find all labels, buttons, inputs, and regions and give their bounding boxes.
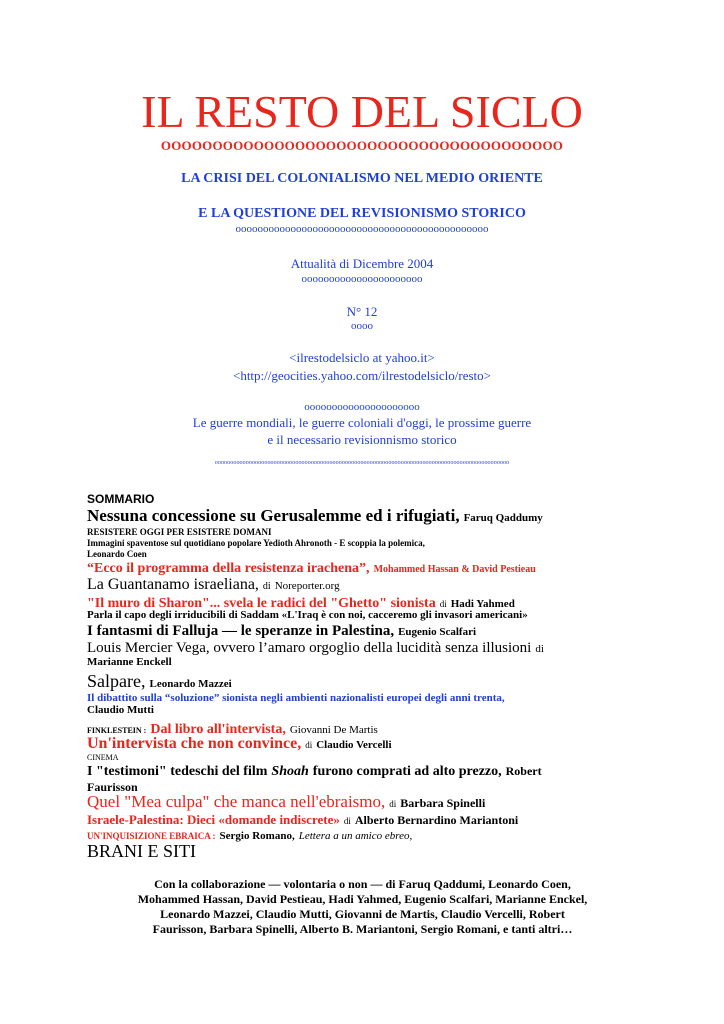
decorative-o-line-5: ooooooooooooooooooooooooooooooooooooooooooooooooooooooooooooooooooooooooooooooooooooooooooooooo [214, 460, 510, 466]
motto-line-2: e il necessario revisionnismo storico [267, 432, 457, 447]
toc-entry-3[interactable] [87, 559, 627, 577]
toc-entry-9[interactable] [87, 671, 627, 692]
toc-title: "Il muro di Sharon"... svela le radici del "Ghetto" sionista [87, 596, 436, 611]
toc-title: Un'intervista che non convince, [87, 735, 302, 752]
toc-author: Claudio Vercelli [316, 739, 392, 751]
toc-kicker: RESISTERE OGGI PER ESISTERE DOMANI [87, 527, 272, 537]
website-link[interactable]: <http://geocities.yahoo.com/ilrestodelsiclo/resto> [232, 368, 491, 383]
credits-footer [90, 877, 635, 937]
toc-entry-10[interactable] [87, 692, 627, 716]
toc-entry-14[interactable]: Quel "Mea culpa" che manca nell'ebraismo, di Barbara Spinelli [87, 792, 486, 811]
toc-title: Salpare, [87, 671, 146, 691]
toc-title: Israele-Palestina: Dieci «domande indiscrete» [87, 812, 340, 827]
issue-number: N° 12 [346, 304, 378, 319]
toc-title: Lettera a un amico ebreo, [298, 830, 413, 842]
toc-kicker: CINEMA [87, 753, 119, 762]
toc-author: Alberto Bernardino Mariantoni [354, 813, 519, 827]
toc-entry-4[interactable]: La Guantanamo israeliana, di Noreporter.org [87, 576, 340, 593]
toc-title: Dal libro all'intervista, [150, 722, 286, 737]
toc-title: Immagini spaventose sul quotidiano popolare Yedioth Ahronoth - E scoppia la polemica, [87, 538, 425, 548]
toc-entry-5[interactable]: "Il muro di Sharon"... svela le radici del "Ghetto" sionista di Hadi Yahmed [87, 596, 515, 611]
toc-author: Marianne Enckell [87, 656, 172, 668]
subtitle-questione: E LA QUESTIONE DEL REVISIONISMO STORICO [198, 206, 526, 221]
credits-line: Mohammed Hassan, David Pestieau, Hadi Yahmed, Eugenio Scalfari, Marianne Enckel, [137, 892, 588, 906]
toc-kicker: UN'INQUISIZIONE EBRAICA : [87, 831, 216, 841]
toc-author: Leonardo Mazzei [149, 678, 232, 690]
toc-author: Faurisson [87, 780, 138, 794]
toc-entry-6[interactable] [87, 609, 627, 621]
toc-entry-17[interactable] [87, 841, 627, 862]
toc-title: Quel "Mea culpa" che manca nell'ebraismo, [87, 792, 386, 811]
toc-entry-15[interactable]: Israele-Palestina: Dieci «domande indiscrete» di Alberto Bernardino Mariantoni [87, 812, 519, 827]
credits-line: Leonardo Mazzei, Claudio Mutti, Giovanni de Martis, Claudio Vercelli, Robert [160, 907, 565, 921]
motto-line-1: Le guerre mondiali, le guerre coloniali d'oggi, le prossime guerre [192, 415, 532, 430]
decorative-o-line-3: oooo [351, 320, 373, 332]
toc-title: I fantasmi di Falluja — le speranze in Palestina, [87, 623, 395, 639]
toc-author: Mohammed Hassan & David Pestieau [373, 564, 536, 575]
toc-title: Louis Mercier Vega, ovvero l’amaro orgoglio della lucidità senza illusioni [87, 640, 532, 656]
toc-title: La Guantanamo israeliana, [87, 576, 259, 593]
decorative-o-line-2: oooooooooooooooooooooo [301, 273, 423, 285]
subtitle-crisi: LA CRISI DEL COLONIALISMO NEL MEDIO ORIENTE [181, 171, 543, 186]
toc-title: BRANI E SITI [87, 841, 196, 861]
toc-entry-12[interactable]: Un'intervista che non convince, di Claudio Vercelli [87, 735, 392, 752]
toc-entry-1[interactable] [87, 506, 627, 526]
toc-author: Hadi Yahmed [450, 598, 515, 610]
toc-author: Noreporter.org [274, 580, 340, 592]
toc-entry-7[interactable] [87, 622, 627, 640]
contact-email: <ilrestodelsiclo at yahoo.it> [289, 350, 435, 365]
issue-date: Attualità di Dicembre 2004 [290, 256, 434, 271]
toc-author: Giovanni De Martis [289, 724, 378, 736]
credits-line: Con la collaborazione — volontaria o non — di Faruq Qaddumi, Leonardo Coen, [154, 877, 571, 891]
toc-author: Faruq Qaddumy [463, 512, 543, 524]
toc-author: Eugenio Scalfari [398, 626, 477, 638]
toc-entry-13[interactable]: CINEMA I "testimoni" tedeschi del film Shoah furono comprati ad alto prezzo, Robert Faurisson [87, 753, 627, 795]
toc-title: Parla il capo degli irriducibili di Saddam «L'Iraq è con noi, cacceremo gli invasori americani» [87, 609, 528, 621]
toc-title: Il dibattito sulla “soluzione” sionista negli ambienti nazionalisti europei degli anni trenta, [87, 692, 505, 704]
decorative-o-line-4: ooooooooooooooooooooo [304, 401, 420, 413]
toc-author: Leonardo Coen [87, 549, 147, 559]
toc-kicker: FINKLESTEIN : [87, 726, 147, 735]
toc-entry-8[interactable]: Louis Mercier Vega, ovvero l’amaro orgoglio della lucidità senza illusioni di Marianne Enckell [87, 639, 627, 668]
decorative-o-line-red: OOOOOOOOOOOOOOOOOOOOOOOOOOOOOOOOOOOOOOO [160, 138, 564, 153]
toc-author: Sergio Romano, [219, 830, 295, 842]
toc-author: Claudio Mutti [87, 704, 154, 716]
toc-title: Nessuna concessione su Gerusalemme ed i rifugiati, [87, 506, 460, 525]
toc-entry-2[interactable] [87, 527, 627, 560]
credits-line: Faurisson, Barbara Spinelli, Alberto B. Mariantoni, Sergio Romani, e tanti altri… [152, 922, 573, 936]
toc-author: Barbara Spinelli [400, 796, 486, 810]
toc-title: “Ecco il programma della resistenza irachena”, [87, 561, 370, 576]
sommario-heading: SOMMARIO [87, 492, 155, 506]
decorative-o-line-1: oooooooooooooooooooooooooooooooooooooooooooooo [235, 223, 489, 235]
masthead-title: IL RESTO DEL SICLO [141, 86, 583, 137]
